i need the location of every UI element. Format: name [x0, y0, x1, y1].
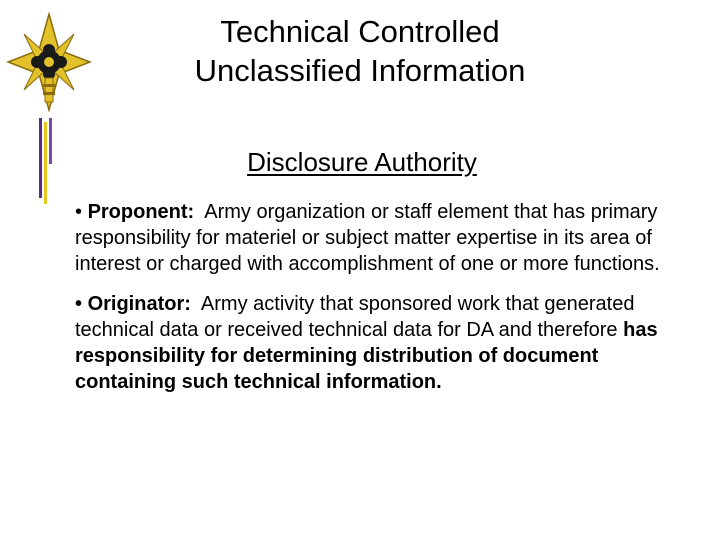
slide-title-line2: Unclassified Information: [194, 53, 526, 88]
army-emblem-icon: [6, 12, 92, 112]
bullet-text: Army activity that sponsored work that generated technical data or received technical data for DA and therefore: [75, 293, 641, 341]
bullet-list: [75, 199, 675, 409]
decorative-bar-purple-short: [49, 118, 52, 164]
bullet-text: Army organization or staff element that has primary responsibility for materiel or subject matter expertise in its area of interest or charged with accomplishment of one or more functions.: [75, 201, 663, 275]
decorative-bar-gold: [44, 122, 47, 204]
bullet-item-proponent: [75, 199, 675, 277]
slide-title-line1: Technical Controlled: [220, 14, 500, 49]
slide-title: [100, 12, 620, 90]
bullet-item-originator: [75, 291, 675, 395]
slide-subtitle: Disclosure Authority: [247, 147, 477, 177]
bullet-term: Proponent:: [87, 201, 195, 223]
bullet-emphasis: has responsibility for determining distribution of document containing such technical information.: [75, 319, 658, 393]
bullet-term: Originator:: [87, 293, 191, 315]
bullet-marker: •: [75, 201, 88, 223]
decorative-bar-purple: [39, 118, 42, 198]
bullet-marker: •: [75, 293, 88, 315]
